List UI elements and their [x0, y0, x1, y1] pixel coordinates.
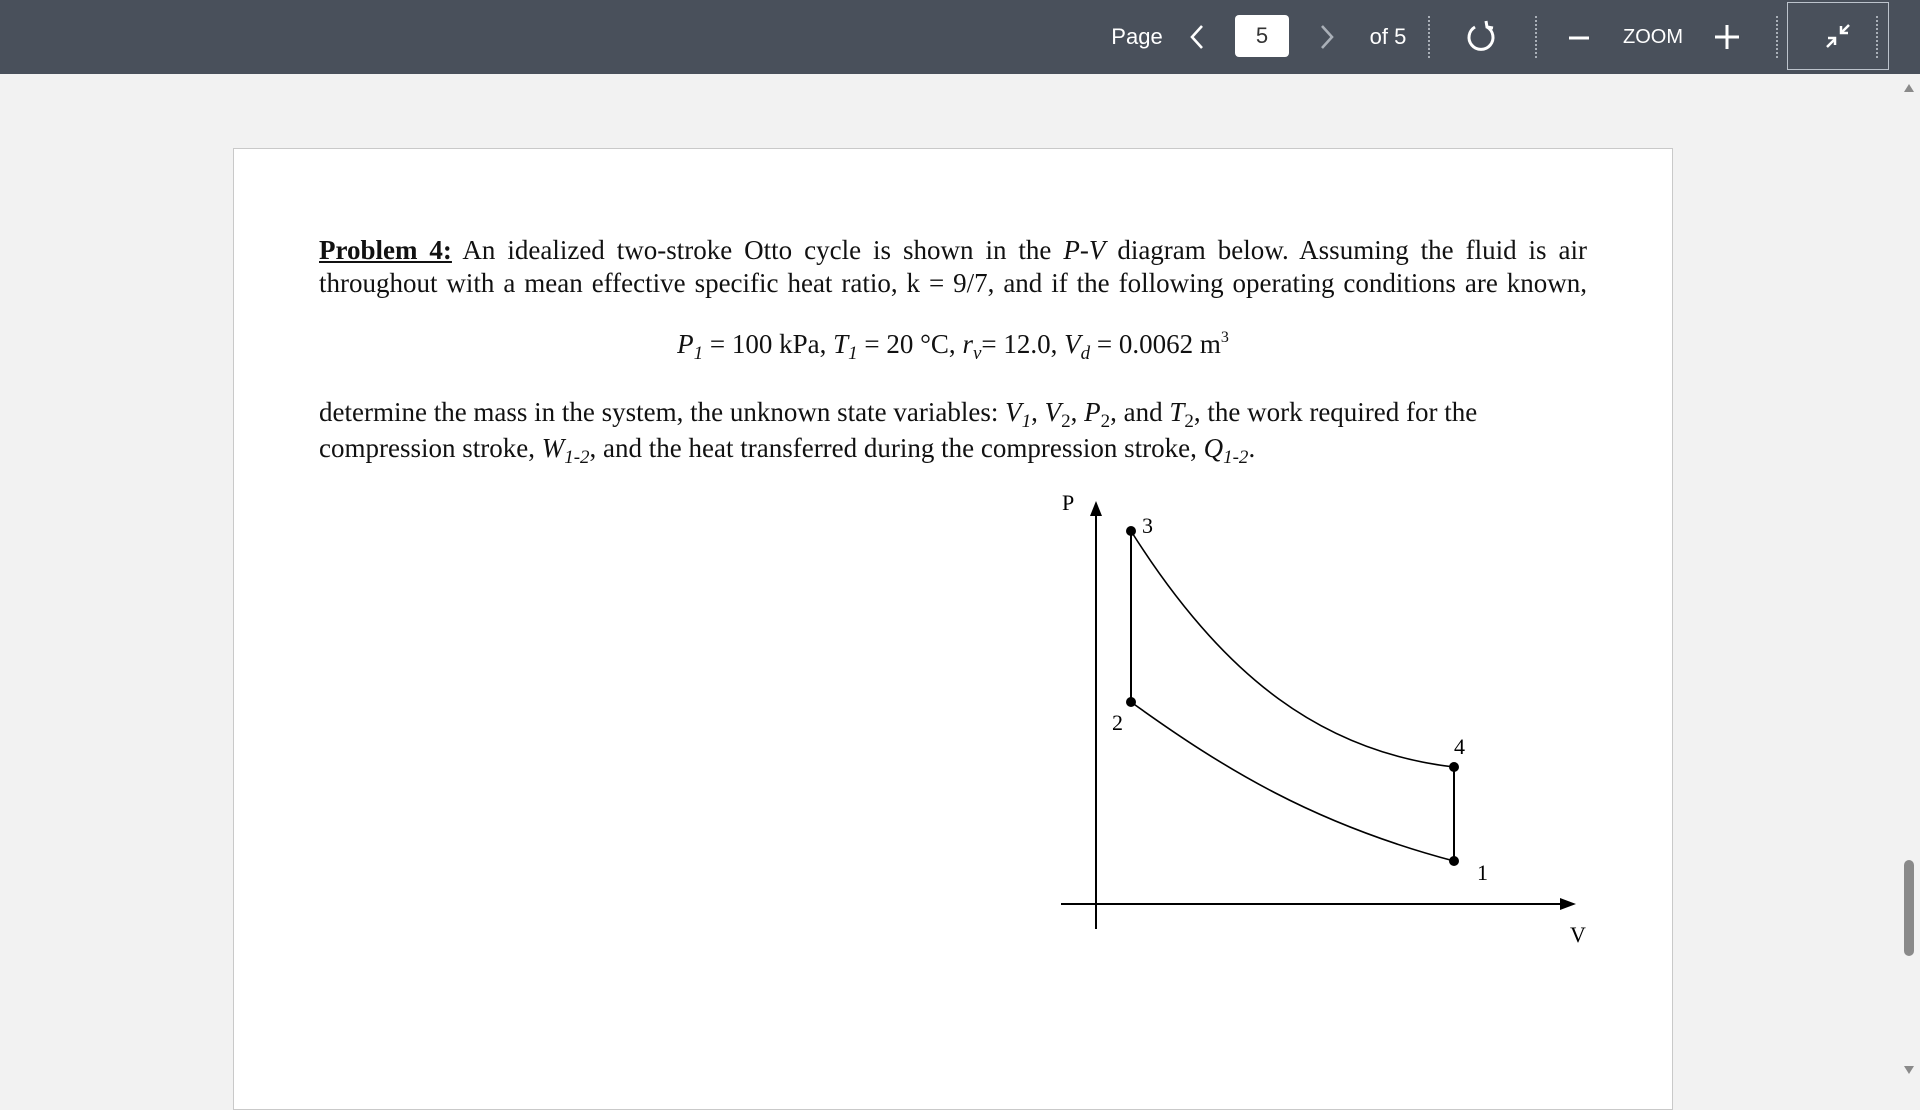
question-text: , and the heat transferred during the compression stroke,	[589, 433, 1204, 463]
process-1-2	[1131, 702, 1454, 861]
question-text: , and	[1110, 397, 1170, 427]
formula-value: = 20 °C,	[857, 329, 963, 359]
formula-subscript: 1	[848, 343, 858, 364]
state-label-3: 3	[1142, 513, 1153, 538]
formula-symbol: T	[833, 329, 849, 359]
toolbar-divider	[1535, 16, 1537, 58]
zoom-in-button[interactable]	[1710, 0, 1744, 74]
formula-value: = 0.0062 m	[1090, 329, 1221, 359]
scrollbar-thumb[interactable]	[1904, 860, 1914, 956]
state-label-4: 4	[1454, 734, 1465, 759]
p-axis-label: P	[1062, 490, 1075, 515]
variable-symbol: T	[1169, 397, 1185, 427]
previous-page-button[interactable]	[1180, 0, 1214, 74]
formula-subscript: v	[972, 343, 982, 364]
v-axis-arrow	[1560, 898, 1576, 910]
formula-symbol: P	[677, 329, 694, 359]
question-text: .	[1248, 433, 1256, 463]
toolbar-divider	[1876, 16, 1878, 58]
page-label: Page	[1111, 24, 1163, 49]
caret-down-icon	[1903, 1065, 1915, 1075]
variable-subscript: 1-2	[1223, 447, 1249, 468]
zoom-out-button[interactable]	[1562, 0, 1596, 74]
question-text: compression stroke,	[319, 433, 542, 463]
toolbar	[0, 0, 1920, 74]
state-point-2	[1126, 697, 1136, 707]
exit-fullscreen-button[interactable]	[1787, 2, 1889, 70]
exit-fullscreen-icon	[1823, 21, 1853, 51]
state-point-3	[1126, 526, 1136, 536]
document-page	[233, 148, 1673, 1110]
next-page-button[interactable]	[1310, 0, 1344, 74]
state-label-1: 1	[1477, 860, 1488, 885]
formula-superscript: 3	[1220, 329, 1229, 346]
state-point-4	[1449, 762, 1459, 772]
process-3-4	[1131, 531, 1454, 767]
vertical-scrollbar[interactable]	[1898, 74, 1920, 1080]
page-number-input[interactable]	[1235, 15, 1289, 57]
question-text: , the work required for the	[1193, 397, 1478, 427]
chevron-left-icon	[1187, 23, 1207, 51]
question-text: ,	[1070, 397, 1085, 427]
toolbar-divider	[1776, 16, 1778, 58]
pv-diagram	[234, 149, 1672, 1109]
variable-symbol: Q	[1203, 433, 1224, 463]
rotate-button[interactable]	[1460, 0, 1502, 74]
variable-subscript: 1-2	[564, 447, 590, 468]
formula-subscript: 1	[693, 343, 704, 364]
variable-symbol: P	[1084, 397, 1101, 427]
v-axis-label: V	[1570, 922, 1586, 947]
scroll-up-button[interactable]	[1903, 82, 1915, 94]
p-axis-arrow	[1090, 501, 1102, 516]
variable-subscript: 2	[1184, 411, 1194, 432]
pv-term: P-V	[1063, 235, 1106, 265]
variable-symbol: V	[1005, 397, 1022, 427]
scroll-down-button[interactable]	[1903, 1064, 1915, 1076]
state-label-2: 2	[1112, 710, 1123, 735]
zoom-label: ZOOM	[1623, 25, 1683, 48]
formula-subscript: d	[1080, 343, 1091, 364]
rotate-icon	[1464, 20, 1498, 54]
question-text: ,	[1031, 397, 1045, 427]
formula-symbol: V	[1064, 329, 1081, 359]
intro-text: An idealized two-stroke Otto cycle is shown in the	[451, 235, 1064, 265]
intro-text: diagram below. Assuming the fluid is air throughout with a mean effective specific heat ratio, k = 9/7, and if the following operating conditions are known,	[319, 235, 1587, 298]
chevron-right-icon	[1317, 23, 1337, 51]
variable-subscript: 2	[1100, 411, 1111, 432]
formula-value: = 100 kPa,	[703, 329, 834, 359]
state-point-1	[1449, 856, 1459, 866]
page-count-label: of 5	[1369, 24, 1407, 49]
formula-value: = 12.0,	[981, 329, 1065, 359]
problem-title: Problem 4:	[319, 235, 452, 265]
variable-subscript: 2	[1061, 411, 1071, 432]
minus-icon	[1567, 25, 1591, 49]
question-text: determine the mass in the system, the unknown state variables:	[319, 397, 1006, 427]
caret-up-icon	[1903, 83, 1915, 93]
plus-icon	[1714, 24, 1740, 50]
formula-symbol: r	[962, 329, 973, 359]
variable-subscript: 1	[1021, 411, 1032, 432]
variable-symbol: W	[541, 433, 565, 463]
variable-symbol: V	[1044, 397, 1062, 427]
toolbar-divider	[1428, 16, 1430, 58]
